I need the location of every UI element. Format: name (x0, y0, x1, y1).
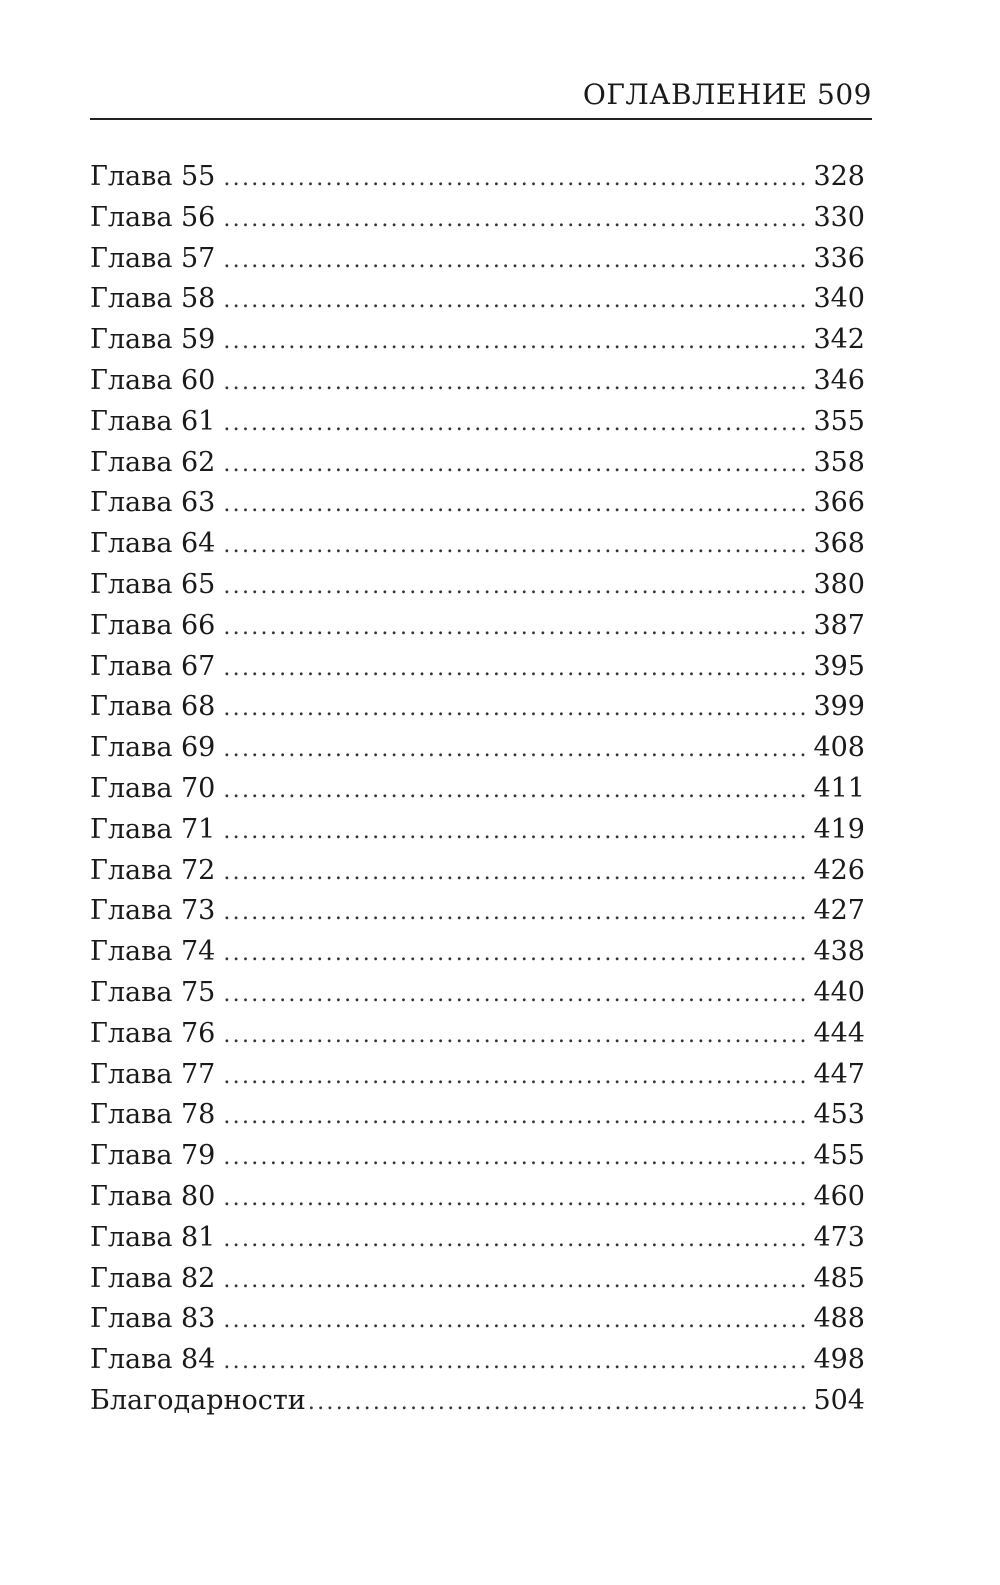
toc-dot-leader (223, 567, 811, 608)
toc-entry-title: Глава 72 (90, 854, 216, 886)
running-head-section: ОГЛАВЛЕНИЕ (582, 78, 808, 111)
toc-dot-leader (223, 730, 811, 771)
toc-entry-page: 440 (813, 976, 865, 1008)
toc-dot-leader (223, 1016, 811, 1057)
toc-dot-leader (223, 1301, 811, 1342)
toc-entry (90, 565, 865, 606)
toc-dot-leader (223, 526, 811, 567)
toc-entry-page: 346 (813, 364, 865, 396)
toc-entry-page: 438 (813, 936, 865, 968)
toc-entry (90, 1095, 865, 1136)
toc-entry-title: Глава 61 (90, 405, 216, 437)
toc-entry-page: 395 (813, 650, 865, 682)
toc-entry-title: Глава 73 (90, 895, 216, 927)
running-head (90, 78, 872, 118)
toc-entry (90, 647, 865, 688)
toc-entry (90, 402, 865, 443)
toc-entry-page: 340 (813, 283, 865, 315)
toc-entry-page: 366 (813, 487, 865, 519)
toc-entry (90, 157, 865, 198)
toc-entry-page: 426 (813, 854, 865, 886)
toc-dot-leader (223, 200, 811, 241)
toc-dot-leader (223, 689, 811, 730)
toc-entry-page: 368 (813, 528, 865, 560)
toc-entry-title: Глава 79 (90, 1140, 216, 1172)
toc-entry (90, 1218, 865, 1259)
toc-entry-title: Глава 66 (90, 609, 216, 641)
toc-entry-title: Глава 76 (90, 1017, 216, 1049)
toc-dot-leader (308, 1383, 812, 1424)
toc-entry (90, 1299, 865, 1340)
toc-entry-page: 504 (813, 1384, 865, 1416)
toc-dot-leader (223, 281, 811, 322)
toc-entry (90, 769, 865, 810)
toc-dot-leader (223, 485, 811, 526)
toc-entry-title: Глава 62 (90, 446, 216, 478)
toc-entry (90, 361, 865, 402)
toc-entry-title: Глава 67 (90, 650, 216, 682)
toc-entry-title: Глава 55 (90, 161, 216, 192)
toc-entry (90, 687, 865, 728)
toc-dot-leader (223, 241, 811, 282)
toc-entry (90, 483, 865, 524)
toc-entry (90, 728, 865, 769)
toc-dot-leader (223, 934, 811, 975)
toc-entry (90, 320, 865, 361)
toc-dot-leader (223, 1342, 811, 1383)
table-of-contents (90, 157, 865, 1422)
toc-dot-leader (223, 159, 811, 200)
toc-entry-title: Глава 83 (90, 1303, 216, 1335)
toc-entry-title: Глава 58 (90, 283, 216, 315)
toc-entry-page: 444 (813, 1017, 865, 1049)
toc-entry (90, 1014, 865, 1055)
toc-dot-leader (223, 1179, 811, 1220)
toc-entry (90, 851, 865, 892)
toc-entry (90, 1055, 865, 1096)
toc-entry-title: Глава 63 (90, 487, 216, 519)
toc-dot-leader (223, 649, 811, 690)
toc-entry-title: Глава 69 (90, 732, 216, 764)
toc-entry (90, 973, 865, 1014)
toc-entry-page: 387 (813, 609, 865, 641)
toc-dot-leader (223, 771, 811, 812)
toc-dot-leader (223, 363, 811, 404)
toc-entry-page: 411 (813, 772, 865, 804)
toc-entry-page: 330 (813, 201, 865, 233)
toc-entry-title: Глава 70 (90, 772, 216, 804)
toc-entry (90, 1381, 865, 1422)
toc-dot-leader (223, 812, 811, 853)
toc-entry-title: Глава 60 (90, 364, 216, 396)
toc-entry-page: 380 (813, 568, 865, 600)
toc-entry (90, 1136, 865, 1177)
toc-dot-leader (223, 975, 811, 1016)
toc-entry-title: Глава 81 (90, 1221, 216, 1253)
toc-entry-title: Глава 78 (90, 1099, 216, 1131)
header-rule (90, 118, 872, 120)
toc-entry-page: 453 (813, 1099, 865, 1131)
toc-entry (90, 1177, 865, 1218)
toc-entry (90, 606, 865, 647)
toc-entry-page: 408 (813, 732, 865, 764)
toc-entry-title: Благодарности (90, 1384, 306, 1416)
toc-dot-leader (223, 893, 811, 934)
toc-dot-leader (223, 1138, 811, 1179)
toc-dot-leader (223, 445, 811, 486)
toc-entry-title: Глава 77 (90, 1058, 216, 1090)
toc-entry-page: 455 (813, 1140, 865, 1172)
toc-entry (90, 1259, 865, 1300)
toc-entry-page: 355 (813, 405, 865, 437)
toc-entry (90, 932, 865, 973)
toc-entry-page: 399 (813, 691, 865, 723)
toc-entry-page: 473 (813, 1221, 865, 1253)
toc-entry (90, 443, 865, 484)
toc-entry (90, 1340, 865, 1381)
toc-dot-leader (223, 608, 811, 649)
toc-dot-leader (223, 404, 811, 445)
toc-entry-title: Глава 56 (90, 201, 216, 233)
toc-dot-leader (223, 853, 811, 894)
toc-entry (90, 239, 865, 280)
toc-entry-title: Глава 74 (90, 936, 216, 968)
toc-entry-title: Глава 75 (90, 976, 216, 1008)
toc-entry-page: 419 (813, 813, 865, 845)
toc-dot-leader (223, 1220, 811, 1261)
toc-entry-title: Глава 68 (90, 691, 216, 723)
toc-entry-page: 427 (813, 895, 865, 927)
toc-entry-title: Глава 71 (90, 813, 216, 845)
toc-entry-title: Глава 65 (90, 568, 216, 600)
toc-entry-title: Глава 57 (90, 242, 216, 274)
toc-entry-title: Глава 80 (90, 1180, 216, 1212)
toc-entry-page: 342 (813, 324, 865, 356)
toc-entry (90, 198, 865, 239)
toc-entry-title: Глава 82 (90, 1262, 216, 1294)
toc-entry-page: 336 (813, 242, 865, 274)
toc-entry (90, 891, 865, 932)
running-head-page-number: 509 (817, 78, 872, 111)
toc-entry-title: Глава 59 (90, 324, 216, 356)
toc-entry-page: 460 (813, 1180, 865, 1212)
toc-entry-title: Глава 64 (90, 528, 216, 560)
toc-entry (90, 524, 865, 565)
toc-entry (90, 279, 865, 320)
toc-dot-leader (223, 1261, 811, 1302)
toc-entry-page: 488 (813, 1303, 865, 1335)
toc-entry-page: 358 (813, 446, 865, 478)
toc-entry-page: 485 (813, 1262, 865, 1294)
toc-dot-leader (223, 1057, 811, 1098)
toc-dot-leader (223, 322, 811, 363)
toc-entry-page: 447 (813, 1058, 865, 1090)
toc-entry-page: 328 (813, 161, 865, 192)
toc-entry-title: Глава 84 (90, 1344, 216, 1376)
toc-entry (90, 810, 865, 851)
toc-entry-page: 498 (813, 1344, 865, 1376)
toc-dot-leader (223, 1097, 811, 1138)
